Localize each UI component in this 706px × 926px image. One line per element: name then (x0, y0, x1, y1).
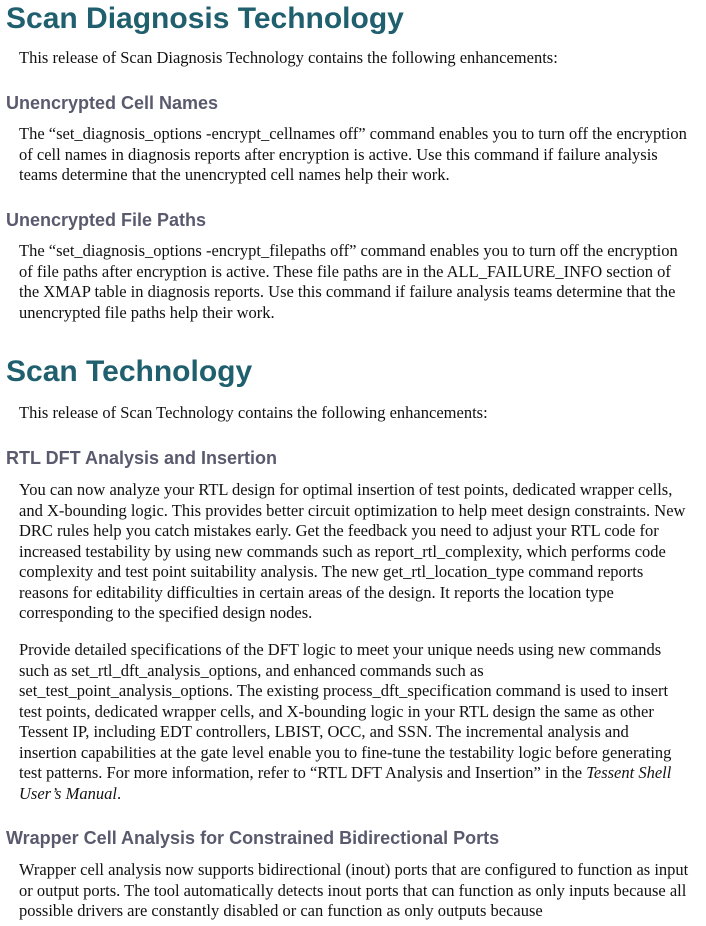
paragraph-unencrypted-cell-names: The “set_diagnosis_options -encrypt_cellnames off” command enables you to turn off the encryption of cell names in diagnosis reports after encryption is active. Use this command if failure analysis teams determine that the unencrypted cell names help their work. (19, 124, 687, 184)
paragraph-wrapper-cell-analysis: Wrapper cell analysis now supports bidirectional (inout) ports that are configured to function as input or output ports. The tool automatically detects inout ports that can function as only inputs because all possible drivers are constantly disabled or can function as only outputs because (19, 860, 689, 920)
paragraph-rtl-dft-2-end: . (116, 783, 122, 803)
subsection-heading-rtl-dft: RTL DFT Analysis and Insertion (6, 448, 278, 468)
section-intro-scan-technology: This release of Scan Technology contains the following enhancements: (19, 403, 488, 422)
subsection-heading-unencrypted-file-paths: Unencrypted File Paths (6, 210, 207, 230)
paragraph-rtl-dft-2-text: Provide detailed specifications of the DFT logic to meet your unique needs using new commands such as set_rtl_dft_analysis_options, and enhanced commands such as set_test_point_analysis_options. The existing process_dft_specification command is used to insert test points, dedicated wrapper cells, and X-bounding logic in your RTL design the same as other Tessent IP, including EDT controllers, LBIST, OCC, and SSN. The incremental analysis and insertion capabilities at the gate level enable you to fine-tune the testability logic before generating test patterns. For more information, refer to “RTL DFT Analysis and Insertion” in the (19, 640, 672, 782)
subsection-heading-unencrypted-cell-names: Unencrypted Cell Names (6, 93, 219, 113)
paragraph-unencrypted-file-paths: The “set_diagnosis_options -encrypt_filepaths off” command enables you to turn off the encryption of file paths after encryption is active. These file paths are in the ALL_FAILURE_INFO section of the XMAP table in diagnosis reports. Use this command if failure analysis teams determine that the unencrypted file paths help their work. (19, 241, 678, 322)
paragraph-rtl-dft-1: You can now analyze your RTL design for optimal insertion of test points, dedicated wrapper cells, and X-bounding logic. This provides better circuit optimization to help meet design constraints. New DRC rules help you catch mistakes early. Get the feedback you need to adjust your RTL code for increased testability by using new commands such as report_rtl_complexity, which performs code complexity and test point suitability analysis. The new get_rtl_location_type command reports reasons for editability difficulties in certain areas of the design. It reports the location type corresponding to the specified design nodes. (19, 480, 686, 622)
subsection-heading-wrapper-cell-analysis: Wrapper Cell Analysis for Constrained Bidirectional Ports (6, 828, 500, 848)
section-title-scan-technology: Scan Technology (6, 355, 253, 388)
manual-title-reference: Tessent Shell User’s Manual (19, 763, 672, 803)
paragraph-rtl-dft-2 (19, 640, 689, 804)
section-title-scan-diagnosis: Scan Diagnosis Technology (6, 2, 404, 35)
section-intro-scan-diagnosis: This release of Scan Diagnosis Technology contains the following enhancements: (19, 48, 558, 67)
